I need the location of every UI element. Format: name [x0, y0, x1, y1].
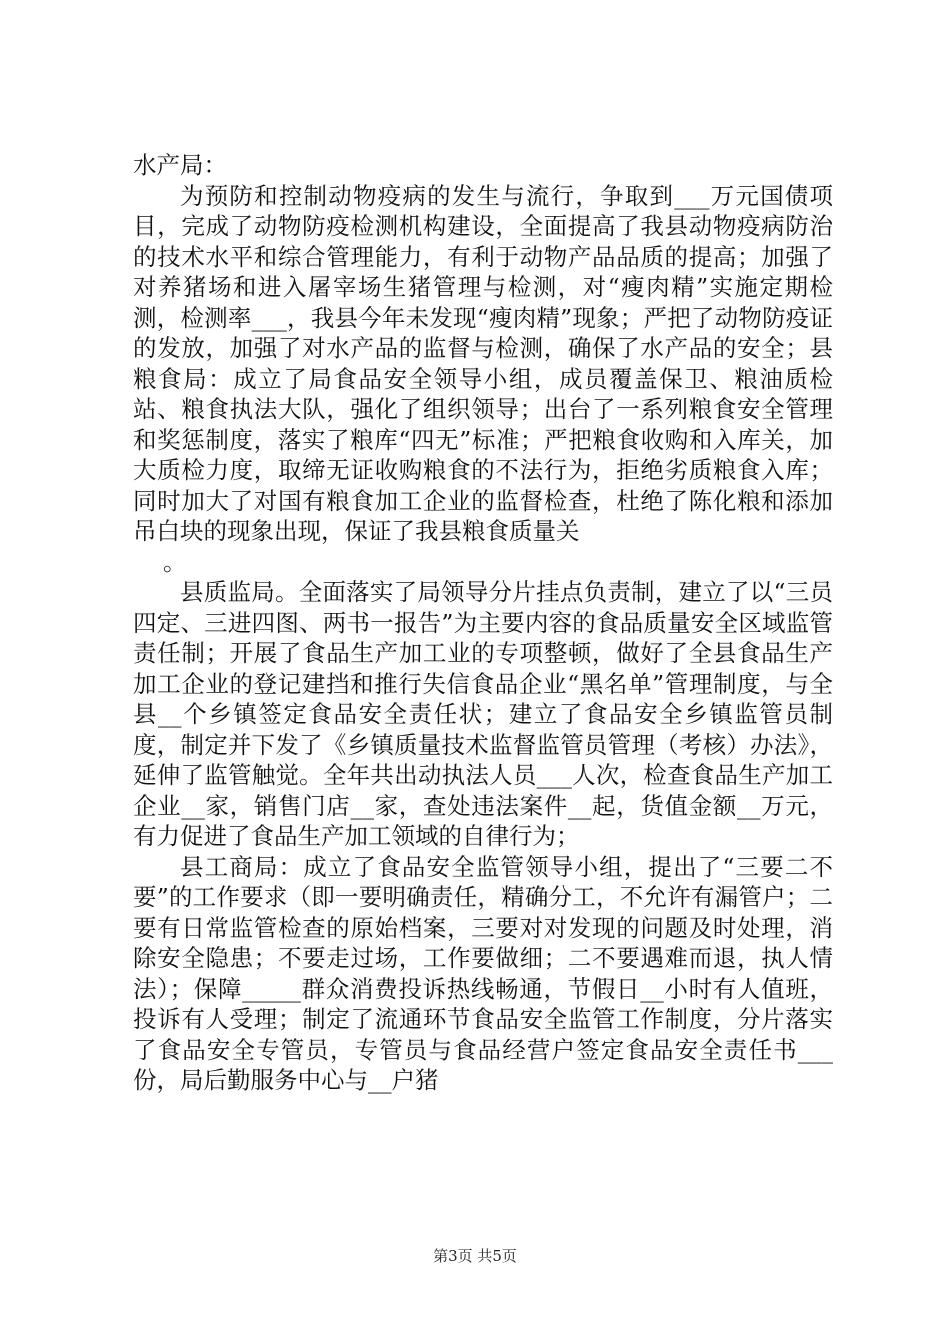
paragraph-commerce-bureau: 县工商局：成立了食品安全监管领导小组，提出了“三要二不要”的工作要求（即一要明确责任，精确分工，不允许有漏管户；二要有日常监管检查的原始档案，三要对对发现的问题及时处理，消除安全隐患；不要走过场，工作要做细；二不要遇难而退，执人情法）；保障_____群众消费投诉热线畅通，节假日__小时有人值班，投诉有人受理；制定了流通环节食品安全监管工作制度，分片落实了食品安全专管员，专管员与食品经营户签定食品安全责任书___份，局后勤服务中心与__户猪: [133, 852, 833, 1094]
stray-period: 。: [163, 547, 187, 576]
paragraph-livestock-grain: 为预防和控制动物疫病的发生与流行，争取到___万元国债项目，完成了动物防疫检测机构建设，全面提高了我县动物疫病防治的技术水平和综合管理能力，有利于动物产品品质的提高；加强了对养猪场和进入屠宰场生猪管理与检测，对“瘦肉精”实施定期检测，检测率___，我县今年未发现“瘦肉精”现象；严把了动物防疫证的发放，加强了对水产品的监督与检测，确保了水产品的安全；县粮食局：成立了局食品安全领导小组，成员覆盖保卫、粮油质检站、粮食执法大队，强化了组织领导；出台了一系列粮食安全管理和奖惩制度，落实了粮库“四无”标准；严把粮食收购和入库关，加大质检力度，取缔无证收购粮食的不法行为，拒绝劣质粮食入库；同时加大了对国有粮食加工企业的监督检查，杜绝了陈化粮和添加吊白块的现象出现，保证了我县粮食质量关: [133, 181, 833, 545]
paragraph-quality-bureau: 县质监局。全面落实了局领导分片挂点负责制，建立了以“三员四定、三进四图、两书一报告”为主要内容的食品质量安全区域监管责任制；开展了食品生产加工业的专项整顿，做好了全县食品生产加工企业的登记建挡和推行失信食品企业“黑名单”管理制度，与全县__个乡镇签定食品安全责任状；建立了食品安全乡镇监管员制度，制定并下发了《乡镇质量技术监督监管员管理（考核）办法》，延伸了监管触觉。全年共出动执法人员___人次，检查食品生产加工企业__家，销售门店__家，查处违法案件__起，货值金额__万元，有力促进了食品生产加工领域的自律行为；: [133, 578, 833, 850]
page-footer: 第3页 共5页: [433, 1247, 517, 1265]
section-heading: 水产局：: [133, 151, 227, 179]
document-body: [133, 150, 833, 1096]
